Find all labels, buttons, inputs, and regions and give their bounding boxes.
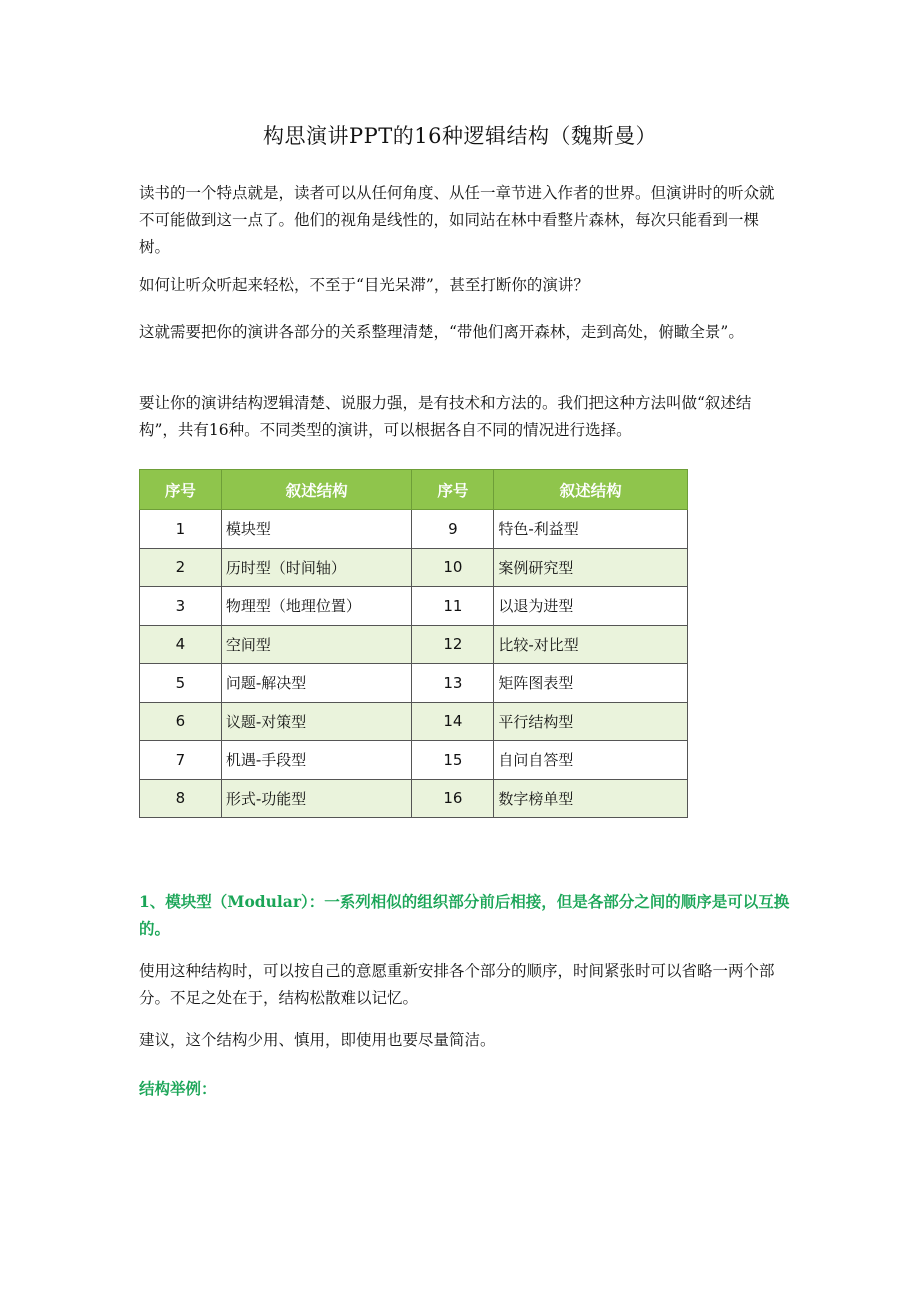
section-paragraph-2: 建议，这个结构少用、慎用，即使用也要尽量简洁。 [139, 1031, 496, 1049]
row-structure: 议题-对策型 [221, 702, 412, 741]
row-index: 15 [412, 741, 494, 780]
section-paragraph-1: 使用这种结构时，可以按自己的意愿重新安排各个部分的顺序，时间紧张时可以省略一两个部分。不足之处在于，结构松散难以记忆。 [139, 962, 775, 1007]
row-structure: 空间型 [221, 625, 412, 664]
page-title: 构思演讲PPT的16种逻辑结构（魏斯曼） [263, 124, 657, 148]
row-index: 4 [140, 625, 222, 664]
header-index-right: 序号 [412, 470, 494, 510]
row-index: 5 [140, 664, 222, 703]
row-structure: 问题-解决型 [221, 664, 412, 703]
row-structure: 特色-利益型 [494, 510, 688, 549]
table-row [140, 741, 688, 780]
table-row [140, 779, 688, 818]
header-structure-right: 叙述结构 [494, 470, 688, 510]
table-row [140, 664, 688, 703]
example-label: 结构举例： [139, 1079, 217, 1098]
row-index: 1 [140, 510, 222, 549]
row-structure: 数字榜单型 [494, 779, 688, 818]
table-row [140, 548, 688, 587]
row-structure: 历时型（时间轴） [221, 548, 412, 587]
row-index: 14 [412, 702, 494, 741]
header-structure-left: 叙述结构 [221, 470, 412, 510]
row-structure: 物理型（地理位置） [221, 587, 412, 626]
row-structure: 模块型 [221, 510, 412, 549]
row-index: 7 [140, 741, 222, 780]
row-structure: 平行结构型 [494, 702, 688, 741]
intro-paragraph-3: 这就需要把你的演讲各部分的关系整理清楚，“带他们离开森林，走到高处，俯瞰全景”。 [139, 323, 744, 341]
row-index: 12 [412, 625, 494, 664]
table-header-row [140, 470, 688, 510]
row-structure: 自问自答型 [494, 741, 688, 780]
row-index: 3 [140, 587, 222, 626]
row-structure: 机遇-手段型 [221, 741, 412, 780]
row-structure: 矩阵图表型 [494, 664, 688, 703]
section-heading-modular: 1、模块型（Modular）：一系列相似的组织部分前后相接，但是各部分之间的顺序是可以互换的。 [139, 892, 790, 938]
structure-table [139, 469, 688, 818]
row-index: 11 [412, 587, 494, 626]
row-structure: 案例研究型 [494, 548, 688, 587]
row-index: 6 [140, 702, 222, 741]
header-index-left: 序号 [140, 470, 222, 510]
row-index: 13 [412, 664, 494, 703]
row-index: 9 [412, 510, 494, 549]
row-structure: 形式-功能型 [221, 779, 412, 818]
table-row [140, 587, 688, 626]
row-index: 16 [412, 779, 494, 818]
intro-paragraph-2: 如何让听众听起来轻松，不至于“目光呆滞”，甚至打断你的演讲？ [139, 276, 589, 294]
row-index: 10 [412, 548, 494, 587]
table-row [140, 510, 688, 549]
intro-paragraph-4: 要让你的演讲结构逻辑清楚、说服力强，是有技术和方法的。我们把这种方法叫做“叙述结构”，共有16种。不同类型的演讲，可以根据各自不同的情况进行选择。 [139, 394, 752, 439]
row-index: 2 [140, 548, 222, 587]
table-row [140, 625, 688, 664]
intro-paragraph-1: 读书的一个特点就是，读者可以从任何角度、从任一章节进入作者的世界。但演讲时的听众就不可能做到这一点了。他们的视角是线性的，如同站在林中看整片森林，每次只能看到一棵树。 [139, 184, 775, 256]
table-row [140, 702, 688, 741]
row-structure: 以退为进型 [494, 587, 688, 626]
row-structure: 比较-对比型 [494, 625, 688, 664]
row-index: 8 [140, 779, 222, 818]
